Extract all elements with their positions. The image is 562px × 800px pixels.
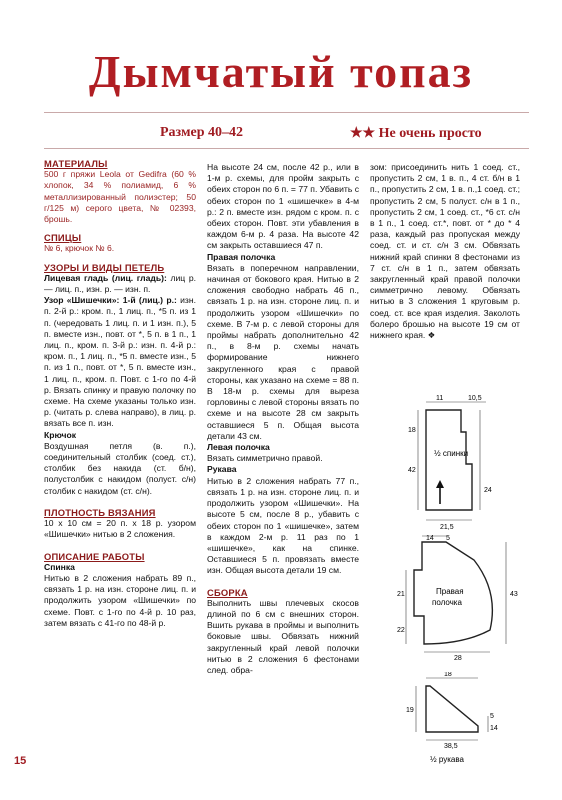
front-top-a: 14 <box>426 535 434 542</box>
gauge-heading: ПЛОТНОСТЬ ВЯЗАНИЯ <box>44 506 156 518</box>
title-divider <box>44 112 529 113</box>
left-front-text: Вязать симметрично правой. <box>207 453 323 464</box>
right-front-heading: Правая полочка <box>207 251 276 262</box>
back-side-a: 18 <box>408 427 416 434</box>
front-side-b: 22 <box>397 627 405 634</box>
pattern-stockinette: Лицевая гладь (лиц. гладь): лиц р. — лиц. п., изн. р. — изн. п. <box>44 272 197 295</box>
sleeve-schematic <box>404 672 514 768</box>
sleeve-bottom: 38,5 <box>444 743 458 750</box>
materials-text: 500 г пряжи Leola от Gedifra (60 % хлопок, 34 % полиамид, 6 % металлизированный полиэстер; 50 г/125 м) серого цвета, № 02393, брошь. <box>44 169 196 225</box>
meta-divider <box>44 148 529 149</box>
sleeve-top: 18 <box>444 672 452 678</box>
sleeve-side-c: 14 <box>490 725 498 732</box>
pattern-bobbles: Узор «Шишечки»: 1-й (лиц.) р.: изн. п. 2-й р.: кром. п., 1 лиц. п., *5 п. из 1 п. (чередовать 1 лиц. п. и 1 изн. п.), 5 п. вместе изн., повт. от *, 5 п. в 1 п., 1 лиц. п., кром. п. 3-й р.: изн. п. 4-й р.: кром. п., 1 лиц. п., *5 п. вместе изн., 5 п. из 1 п., повт. от *, 5 п. вместе изн., 1 лиц. п., кром. п. Повт. с 1-го по 4-й р. Вязать спинку и правую полочку по схеме. На схеме указаны только изн. р. (читать р. слева направо), в лиц. р. вязать все п. изн. <box>44 295 196 429</box>
assembly-text: Выполнить швы плечевых скосов длиной по 6 см с внешних сторон. Вшить рукава в проймы и выполнить боковые швы. Обвязать нижний закругленный край левой полочки нитью в 2 сложения 6 фестонами след. обра- <box>207 597 359 675</box>
crochet-heading: Крючок <box>44 429 77 440</box>
assembly-heading: СБОРКА <box>207 586 248 598</box>
difficulty-label: ★★ Не очень просто <box>350 126 482 141</box>
sleeve-side-b: 5 <box>490 713 494 720</box>
sleeves-heading: Рукава <box>207 464 237 475</box>
right-front-text: Вязать в поперечном направлении, начиная от бокового края. Нитью в 2 сложения свободно набрать 46 п., связать 1 р. на изн. стороне лиц. п. и продолжить узором «Шишечки» по схеме. В 7-м р. с левой стороны для проймы набрать дополнительно 42 п., в 8-м р. схемы начать формирование нижнего закругленного края с правой стороны, как указано на схеме = 88 п. В 18-м р. схемы для выреза горловины с левой стороны вязать по схеме и на высоте 28 см закрыть оставшиеся 5 п. Общая высота детали 43 см. <box>207 262 359 441</box>
article-title: Дымчатый топаз <box>88 46 474 97</box>
gauge-text: 10 х 10 см = 20 п. х 18 р. узором «Шишечки» нитью в 2 сложения. <box>44 518 196 540</box>
front-caption-2: полочка <box>432 598 462 607</box>
back-caption: ½ спинки <box>434 449 469 458</box>
column-1 <box>44 158 196 629</box>
column-3 <box>370 162 520 341</box>
front-right: 43 <box>510 591 518 598</box>
work-heading: ОПИСАНИЕ РАБОТЫ <box>44 550 145 562</box>
column-2 <box>207 162 359 676</box>
front-side-a: 21 <box>397 591 405 598</box>
back-schematic <box>396 392 526 542</box>
front-bottom: 28 <box>454 655 462 662</box>
page-number: 15 <box>14 755 27 767</box>
sleeve-piece-shape <box>426 686 478 732</box>
sleeve-side-a: 19 <box>406 707 414 714</box>
back-top-b: 10,5 <box>468 395 482 402</box>
materials-heading: МАТЕРИАЛЫ <box>44 158 108 169</box>
needles-text: № 6, крючок № 6. <box>44 243 115 254</box>
needles-heading: СПИЦЫ <box>44 232 82 244</box>
front-caption-1: Правая <box>436 587 464 596</box>
back-side-c: 24 <box>484 487 492 494</box>
back-top-a: 11 <box>436 395 444 402</box>
back-text: Нитью в 2 сложения набрать 89 п., связать 1 р. на изн. стороне лиц. п. и продолжить узором «Шишечки» по схеме. Повт. с 1-го по 4-й р. 10 раз, затем вязать с 41-го по 48-й р. <box>44 572 196 628</box>
back-piece-shape <box>426 410 472 510</box>
crochet-text: Воздушная петля (в. п.), соединительный столбик (соед. ст.), столбик без накида (ст. б/н), полустолбик с накидом (полуст. с/н) столбик с накидом (ст. с/н). <box>44 440 196 496</box>
back-subheading: Спинка <box>44 561 75 572</box>
back-bottom: 21,5 <box>440 524 454 531</box>
front-schematic <box>394 532 534 662</box>
left-front-heading: Левая полочка <box>207 442 270 453</box>
patterns-heading: УЗОРЫ И ВИДЫ ПЕТЕЛЬ <box>44 261 165 273</box>
front-top-b: 5 <box>446 535 450 542</box>
back-side-b: 42 <box>408 467 416 474</box>
sleeves-text: Нитью в 2 сложения набрать 77 п., связать 1 р. на изн. стороне лиц. п. и продолжить узором «Шишечки». На высоте 5 см, после 8 р., убавить с обеих сторон по 1 «шишечке», затем в каждом 2-м р. 11 раз по 1 «шишечке», как на спинке. Оставшиеся 5 п. провязать вместе изн. Общая высота детали 19 см. <box>207 475 359 576</box>
assembly-continued-text: зом: присоединить нить 1 соед. ст., пропустить 2 см, 1 в. п., 4 ст. б/н в 1 п., пропустить 2 см, 1 в. п.,1 соед. ст.; пропустить 2 см, 5 полуст. с/н в 1 п., пропустить 2 см, 1 соед. ст., *6 ст. с/н в 1 п., 1 соед. ст.*, повт. от * до * 4 раза, каждый раз пропуская между соед. ст. и ст. с/н 3 см. Обвязать нижний край спинки 8 фестонами из 7 ст. с/н в 1 п., затем обвязать закругленный край правой полочки симметрично левому. Обвязать нитью в 3 сложения 1 круговым р. соед. ст. все края изделия. Заколоть болеро брошью на высоте 19 см от нижнего края. ❖ <box>370 162 520 341</box>
size-label: Размер 40–42 <box>160 125 244 140</box>
sleeve-caption: ½ рукава <box>430 755 464 764</box>
back-continued-text: На высоте 24 см, после 42 р., или в 1-м р. схемы, для пройм закрыть с обеих сторон по 6 п. = 77 п. Убавить с обеих сторон по 1 «шишечке» в 4-м р.: 2 п. вместе изн. рядом с кром. п. с обеих сторон. Повт. эти убавления в каждом 6-м р. 4 раза. На высоте 42 см закрыть оставшиеся 47 п. <box>207 162 359 251</box>
